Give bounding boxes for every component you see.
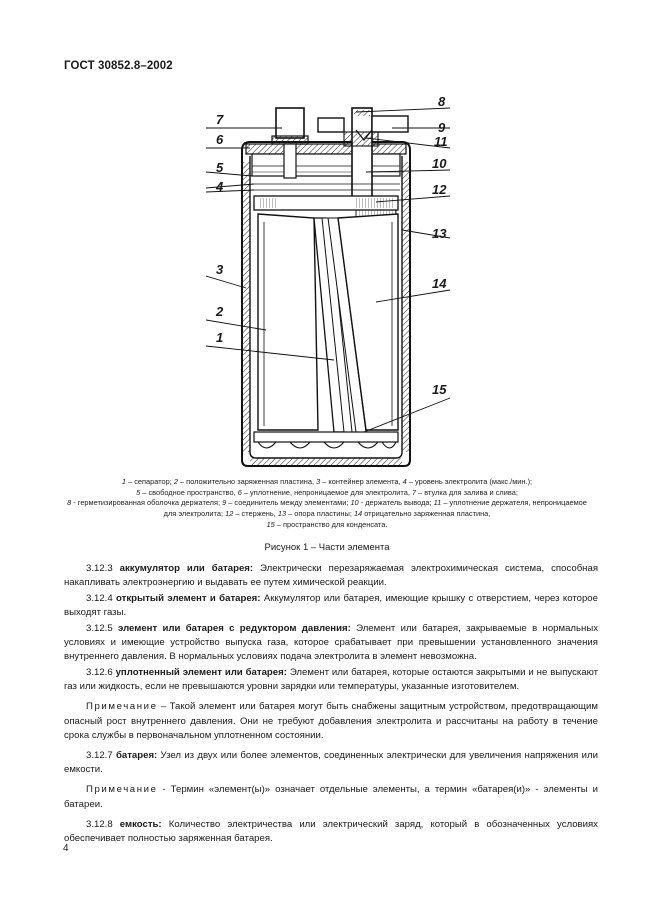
legend-line [64,520,590,531]
callout-3: 3 [216,262,224,277]
clause-3-12-5 [64,622,598,665]
legend-text: – стержень, [233,509,278,519]
legend-num: 15 [266,519,275,529]
note-text: - Термин «элемент(ы)» означает отдельные элементы, а термин «батарея(и)» - элементы и батареи. [64,784,598,810]
callout-4: 4 [216,179,224,194]
clause-term: батарея: [115,749,158,761]
legend-num: 3 [316,477,321,486]
callout-11: 11 [434,134,448,149]
clause-text: Количество электричества или электрический заряд, который в обозначенных условиях обеспечивает полностью заряженная батарея. [64,818,598,844]
legend-line [64,488,590,499]
callout-8: 8 [438,94,446,109]
clause-text: Узел из двух или более элементов, соединенных электрически для увеличения напряжения или емкости. [64,749,598,776]
clause-term: открытый элемент и батарея: [116,592,261,604]
positive-plate [258,214,318,430]
clause-text: Электрически перезаряжаемая электрохимическая система, способная накапливать электроэнергию и выдавать ее путем химической реакции. [64,563,599,589]
clause-number: 3.12.3 [86,563,120,574]
legend-num: 7 [411,487,417,497]
clause-3-12-8 [64,818,598,846]
legend-line [64,498,590,519]
clause-number: 3.12.6 [86,666,116,678]
note-text: – Такой элемент или батарея могут быть снабжены защитным устройством, предотвращающим опасный рост внутреннего давления. Они не требуют добавления электролита и рассчитаны на работу в течение срока службы в первоначальном уплотненном состоянии. [64,701,598,741]
clause-term: аккумулятор или батарея: [119,563,254,574]
note-label: Примечание [86,701,158,713]
clause-term: элемент или батарея с редуктором давления: [118,622,351,634]
legend-text: – опора пластины; [286,509,354,519]
legend-num: 4 [402,477,407,486]
figure-caption: Рисунок 1 – Части элемента [264,542,390,553]
clause-number: 3.12.7 [86,749,116,761]
legend-num: 14 [353,509,363,519]
clause-term: уплотненный элемент или батарея: [115,666,287,678]
legend-text: – уровень электролита (макс./мин.); [406,477,533,486]
document-header: ГОСТ 30852.8–2002 [64,60,173,72]
legend-text: – уплотнение держателя, непроницаемое для электролита; [163,498,587,519]
legend-line [64,477,590,488]
legend-num: 1 [121,477,127,486]
clause-term: емкость: [119,818,162,830]
clause-3-12-4 [64,592,598,620]
bottom-supports [254,432,398,448]
callout-10: 10 [432,156,447,171]
document-body [64,562,598,848]
clause-text: Элемент или батарея, закрываемые в нормальных условиях и имеющие устройство выпуска газа, которое срабатывает при превышении установленного значения внутреннего давления. В нормальных условиях подача электролита в элемент невозможна. [64,622,599,663]
plate-bus-bar [254,196,398,210]
clause-number: 3.12.4 [86,592,117,604]
note-1 [64,700,598,743]
legend-text: отрицательно заряженная пластина, [362,509,491,519]
legend-text: – положительно заряженная пластина, [177,477,317,486]
figure-legend [64,477,590,531]
legend-num: 9 [222,498,227,508]
legend-num: 12 [225,509,234,519]
legend-text: - герметизированная оболочка держателя; [71,498,223,508]
legend-num: 5 [136,487,141,497]
legend-num: 2 [173,477,178,486]
clause-3-12-7 [64,749,598,777]
legend-text: – пространство для конденсата. [274,519,388,529]
callout-13: 13 [432,226,447,241]
electrolyte-level-lines [252,184,400,190]
legend-text: – втулка для залива и слива; [416,487,518,497]
legend-text: – свободное пространство, [140,487,238,497]
clause-text: Аккумулятор или батарея, имеющие крышку с отверстием, через которое выходят газы. [64,592,598,619]
legend-text: – соединитель между элементами; [226,498,351,508]
legend-num: 8 [67,498,72,508]
callout-12: 12 [432,182,447,197]
callout-15: 15 [432,382,447,397]
clause-3-12-6 [64,666,598,694]
clause-number: 3.12.5 [86,622,119,634]
note-2 [64,783,598,811]
callout-2: 2 [216,304,224,319]
legend-text: – контейнер элемента, [320,477,403,486]
page-number: 4 [63,843,69,854]
clause-number: 3.12.8 [86,818,120,830]
legend-num: 6 [237,487,242,497]
callout-1: 1 [216,330,224,345]
callout-7: 7 [216,112,224,127]
battery-cell-diagram [206,92,452,472]
legend-text: - держатель вывода; [358,498,434,508]
callout-6: 6 [216,132,224,147]
legend-num: 13 [277,509,287,519]
clause-3-12-3 [64,562,598,590]
legend-text: – уплотнение, непроницаемое для электролита, [241,487,412,497]
callout-9: 9 [438,120,446,135]
callout-14: 14 [432,276,447,291]
callout-5: 5 [216,160,224,175]
note-label: Примечание [86,784,158,796]
legend-num: 10 [350,498,359,508]
clause-text: Элемент или батарея, которые остаются закрытыми и не выпускают газ или жидкость, если не превышаются уровни зарядки или температуры, указанные изготовителем. [64,666,599,693]
legend-text: – сепаратор; [126,477,174,486]
legend-num: 11 [433,498,442,508]
